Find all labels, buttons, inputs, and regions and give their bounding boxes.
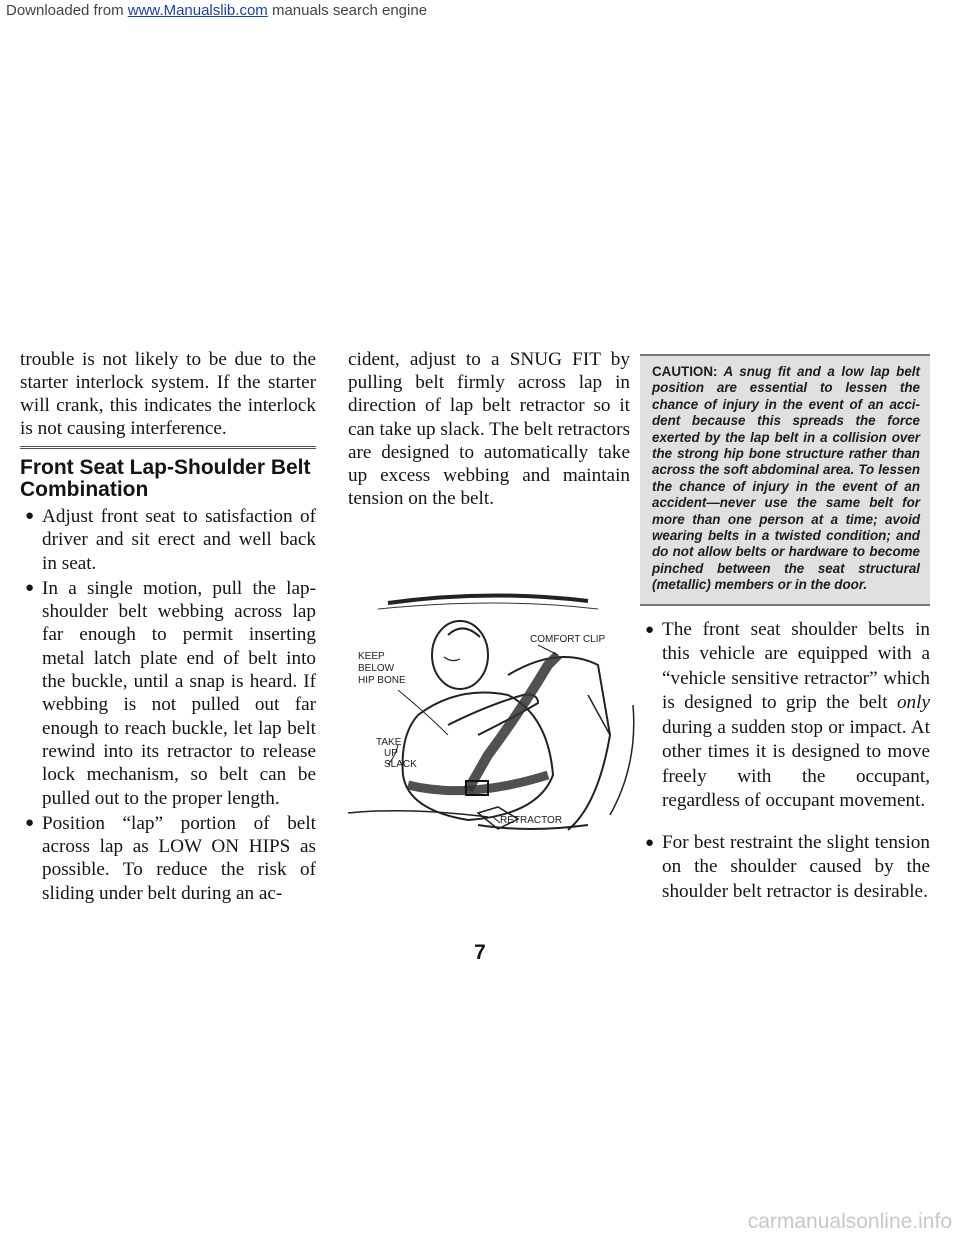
retractor-label: RETRACTOR — [500, 815, 563, 826]
take-label: TAKE — [376, 737, 402, 748]
list-item — [20, 577, 316, 810]
hip-bone-label: HIP BONE — [358, 675, 406, 686]
left-column — [20, 348, 316, 907]
keep-label: KEEP — [358, 651, 385, 662]
continued-paragraph: cident, adjust to a SNUG FIT by pulling belt firmly across lap in direction of lap belt retractor so it can take up slack. The belt retractors are designed to automatically take up excess webbing and maintain tension on the belt. — [348, 349, 630, 510]
intro-paragraph: trouble is not likely to be due to the starter interlock system. If the starter will crank, this indicates the interlock is not causing interference. — [20, 349, 316, 439]
bullet-icon: ● — [645, 834, 655, 851]
section-divider — [20, 446, 316, 449]
instruction-list — [20, 505, 316, 905]
list-item-text: Position “lap” portion of belt across lap as LOW ON HIPS as possible. To reduce the risk of sliding under belt during an ac- — [42, 812, 316, 904]
list-item-text: Adjust front seat to satisfaction of driver and sit erect and well back in seat. — [42, 506, 316, 574]
retractor-list — [640, 618, 930, 905]
seat-belt-drawing — [348, 585, 650, 845]
middle-column — [348, 348, 630, 510]
bullet-icon: ● — [25, 508, 35, 524]
list-item-text: For best restraint the slight tension on the shoulder caused by the shoulder belt retractor is desirable. — [662, 831, 930, 902]
bullet-icon: ● — [25, 579, 35, 596]
seat-belt-illustration — [348, 585, 650, 845]
caution-text: A snug fit and a low lap belt position are essential to lessen the chance of injury in the event of an accident because this spreads the force exerted by the lap belt in a collision over the strong hip bone structure rather than across the soft abdominal area. To lessen the chance of injury in the event of an accident—never use the same belt for more than one person at a time; avoid wearing belts in a twisted condition; and do not allow belts or hardware to become pinched between the seat structural (metallic) members or in the door. — [652, 364, 920, 593]
slack-label: SLACK — [384, 759, 417, 770]
list-item-text-b: during a sudden stop or impact. At other times it is designed to move freely with the occupant, regardless of occupant movement. — [662, 716, 930, 812]
watermark-suffix: manuals search engine — [267, 2, 428, 19]
bullet-icon: ● — [645, 621, 655, 638]
below-label: BELOW — [358, 663, 395, 674]
section-heading: Front Seat Lap-Shoulder Belt Combination — [20, 456, 311, 501]
manualslib-link[interactable]: www.Manualslib.com — [127, 2, 268, 19]
list-item — [640, 831, 930, 905]
page-number: 7 — [474, 941, 486, 964]
list-item — [20, 505, 316, 575]
bullet-icon: ● — [25, 814, 35, 831]
list-item-emphasis: only — [896, 692, 930, 714]
caution-lead: CAUTION: — [652, 364, 718, 379]
site-watermark: carmanualsonline.info — [747, 1210, 952, 1233]
list-item — [640, 618, 930, 814]
up-label: UP — [384, 748, 398, 759]
download-watermark — [6, 2, 427, 19]
caution-box — [640, 354, 930, 606]
list-item-text: In a single motion, pull the lap-shoulder belt webbing across lap far enough to permit inserting metal latch plate end of belt into the buckle, until a snap is heard. If webbing is not pulled out far enough to reach buckle, let lap belt rewind into its retractor to release lock mechanism, so belt can be pulled out to the proper length. — [42, 577, 316, 809]
right-column — [640, 348, 930, 921]
list-item — [20, 812, 316, 905]
list-item-text-a: The front seat shoulder belts in this vehicle are equipped with a “vehicle sensitive retractor” which is designed to grip the belt — [662, 618, 930, 714]
watermark-prefix: Downloaded from — [6, 2, 128, 19]
comfort-clip-label: COMFORT CLIP — [530, 634, 606, 645]
